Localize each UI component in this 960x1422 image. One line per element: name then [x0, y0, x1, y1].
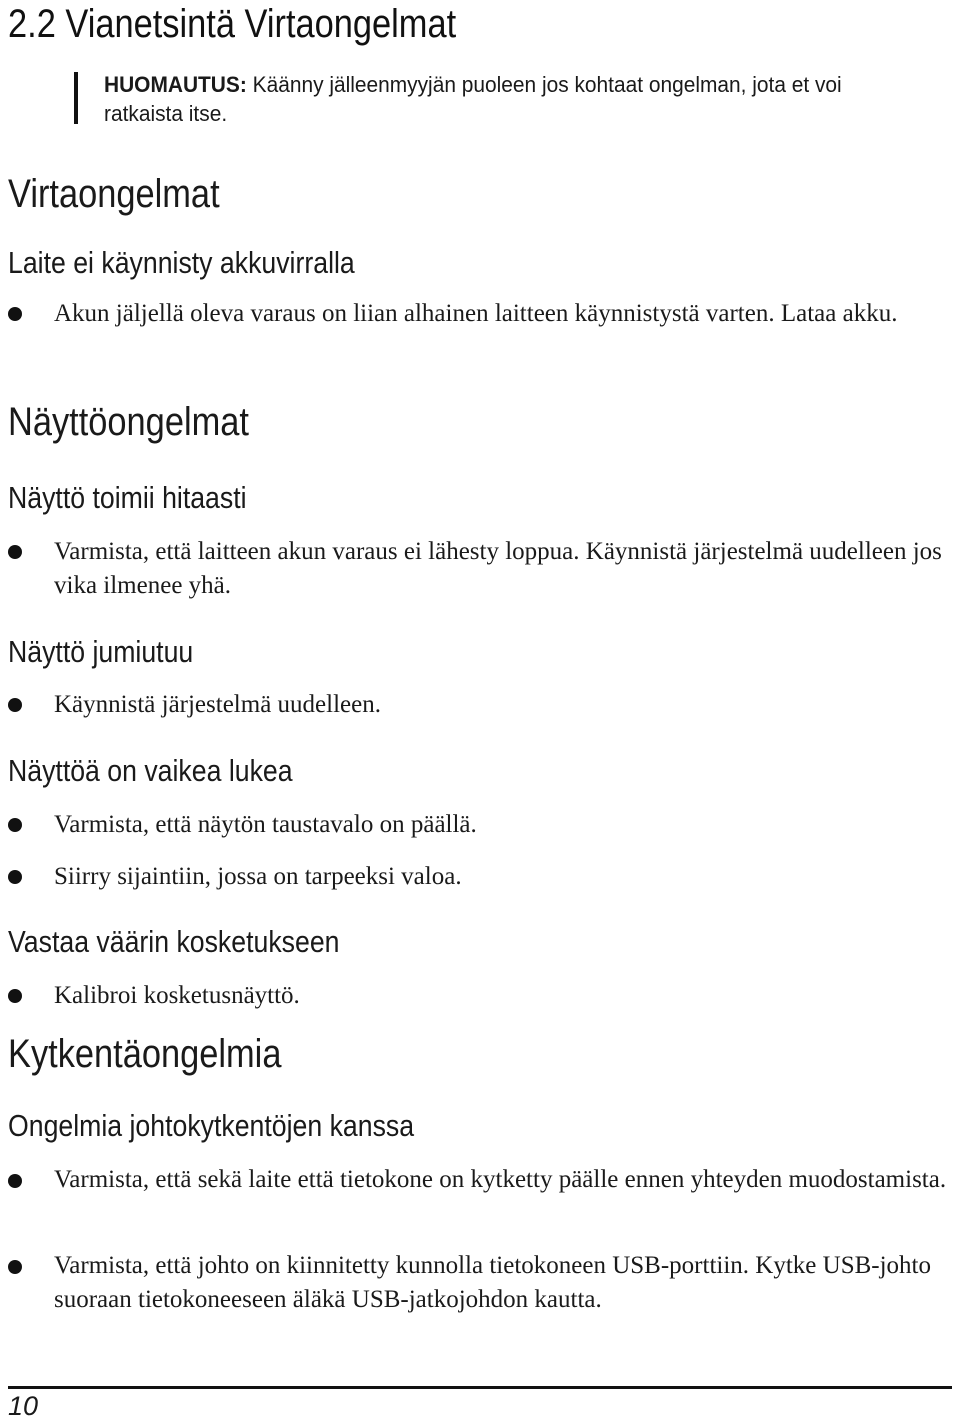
- list-item: Varmista, että laitteen akun varaus ei lähesty loppua. Käynnistä järjestelmä uudelleen jos vika ilmenee yhä.: [54, 538, 942, 599]
- bullet-icon: [8, 989, 22, 1003]
- bullet-icon: [8, 1174, 22, 1188]
- heading-nayttoongelmat: Näyttöongelmat: [8, 400, 249, 444]
- list-item: Kalibroi kosketusnäyttö.: [54, 982, 300, 1009]
- bullet-icon: [8, 698, 22, 712]
- subheading-display-freezes: Näyttö jumiutuu: [8, 634, 194, 669]
- bullet-icon: [8, 870, 22, 884]
- list-item: Varmista, että johto on kiinnitetty kunnolla tietokoneen USB-porttiin. Kytke USB-johto suoraan tietokoneeseen äläkä USB-jatkojohdon kautta.: [54, 1252, 931, 1313]
- subheading-slow-display: Näyttö toimii hitaasti: [8, 480, 247, 515]
- footer-rule: [8, 1386, 952, 1389]
- subheading-power-on: Laite ei käynnisty akkuvirralla: [8, 245, 355, 280]
- note: [104, 70, 893, 128]
- list-item: Käynnistä järjestelmä uudelleen.: [54, 691, 381, 718]
- list-item: Siirry sijaintiin, jossa on tarpeeksi valoa.: [54, 863, 462, 890]
- subheading-cable-connections: Ongelmia johtokytkentöjen kanssa: [8, 1108, 415, 1143]
- list-item: Varmista, että näytön taustavalo on päällä.: [54, 811, 477, 838]
- note-label: HUOMAUTUS:: [104, 72, 247, 97]
- note-bar: [74, 72, 78, 124]
- list-item: Varmista, että sekä laite että tietokone on kytketty päälle ennen yhteyden muodostamista.: [54, 1166, 947, 1193]
- bullet-icon: [8, 818, 22, 832]
- subheading-hard-to-read: Näyttöä on vaikea lukea: [8, 753, 293, 788]
- list-item: Akun jäljellä oleva varaus on liian alhainen laitteen käynnistystä varten. Lataa akku.: [54, 300, 898, 327]
- bullet-icon: [8, 545, 22, 559]
- section-title: 2.2 Vianetsintä Virtaongelmat: [8, 2, 457, 46]
- page-number: 10: [8, 1391, 39, 1421]
- subheading-touch-response: Vastaa väärin kosketukseen: [8, 924, 340, 959]
- note-text: Käänny jälleenmyyjän puoleen jos kohtaat ongelman, jota et voi ratkaista itse.: [104, 72, 842, 126]
- heading-virtaongelmat: Virtaongelmat: [8, 172, 220, 216]
- bullet-icon: [8, 307, 22, 321]
- heading-kytkentaongelmia: Kytkentäongelmia: [8, 1032, 282, 1076]
- bullet-icon: [8, 1260, 22, 1274]
